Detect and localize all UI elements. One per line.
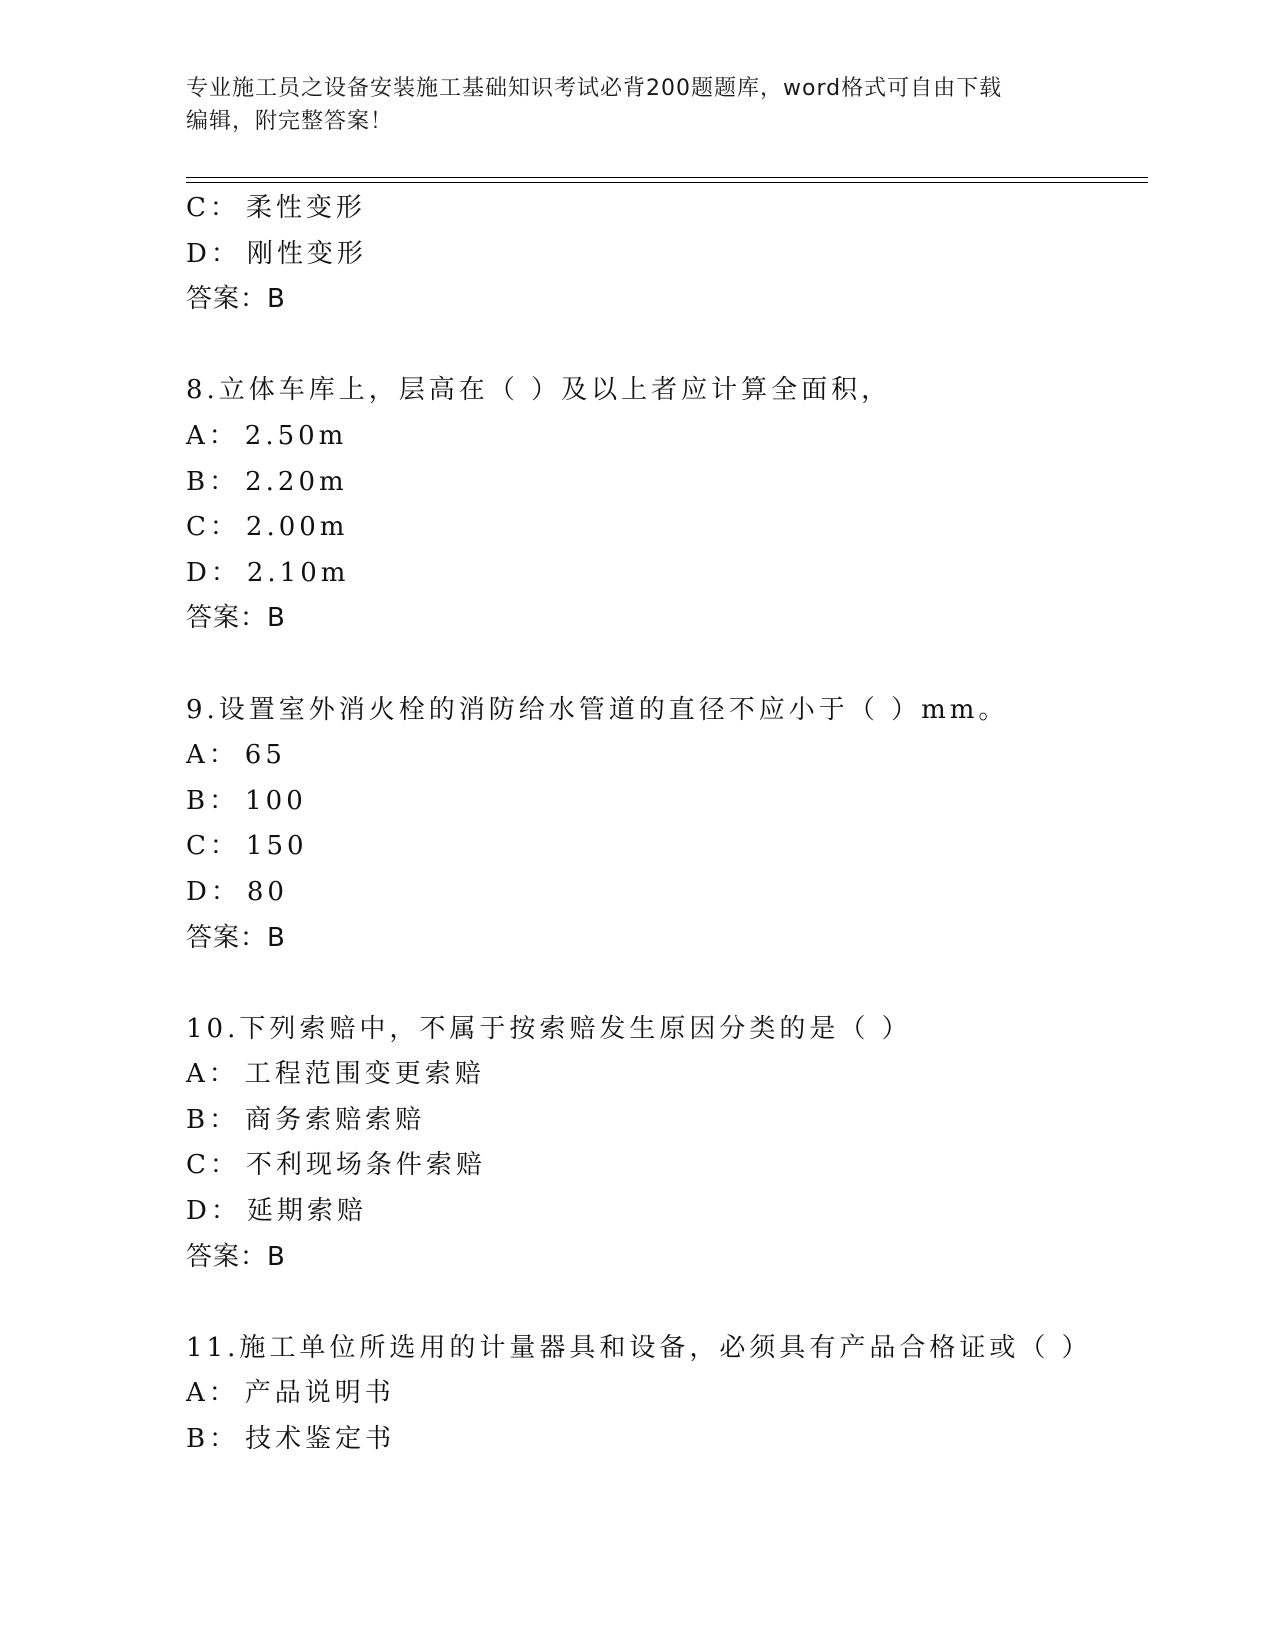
header-divider: [186, 182, 1148, 183]
question-text: 10.下列索赔中，不属于按索赔发生原因分类的是（ ）: [186, 1013, 912, 1044]
question-text: 8.立体车库上，层高在（ ）及以上者应计算全面积，: [186, 375, 892, 406]
header-line-2: 编辑，附完整答案！: [186, 109, 394, 134]
option-a: A： 65: [186, 740, 286, 771]
option-d: D： 延期索赔: [186, 1196, 367, 1227]
option-d: D： 2.10m: [186, 557, 350, 588]
option-c: C： 150: [186, 831, 308, 862]
option-a: A： 工程范围变更索赔: [186, 1059, 485, 1090]
spacer: [186, 642, 1146, 688]
answer: 答案：B: [186, 603, 286, 634]
option-d: D： 刚性变形: [186, 238, 367, 269]
answer: 答案：B: [186, 284, 286, 315]
option-b: B： 商务索赔索赔: [186, 1104, 426, 1135]
option-c: C： 不利现场条件索赔: [186, 1150, 486, 1181]
question-list: [186, 186, 1146, 1463]
option-b: B： 2.20m: [186, 466, 348, 497]
option-c: C： 柔性变形: [186, 193, 366, 223]
question-text: 9.设置室外消火栓的消防给水管道的直径不应小于（ ）mm。: [186, 694, 1009, 725]
spacer: [186, 1280, 1146, 1326]
spacer: [186, 323, 1146, 369]
option-a: A： 产品说明书: [186, 1378, 395, 1409]
option-d: D： 80: [186, 876, 288, 907]
header-line-1: 专业施工员之设备安装施工基础知识考试必背200题题库，word格式可自由下载: [186, 76, 1003, 101]
question-text: 11.施工单位所选用的计量器具和设备，必须具有产品合格证或（ ）: [186, 1332, 1092, 1363]
answer: 答案：B: [186, 922, 286, 953]
header-divider: [186, 177, 1148, 178]
option-c: C： 2.00m: [186, 512, 349, 543]
option-b: B： 100: [186, 785, 307, 816]
spacer: [186, 961, 1146, 1007]
option-b: B： 技术鉴定书: [186, 1424, 396, 1455]
option-a: A： 2.50m: [186, 420, 348, 451]
answer: 答案：B: [186, 1241, 286, 1272]
document-header: [186, 72, 1066, 138]
